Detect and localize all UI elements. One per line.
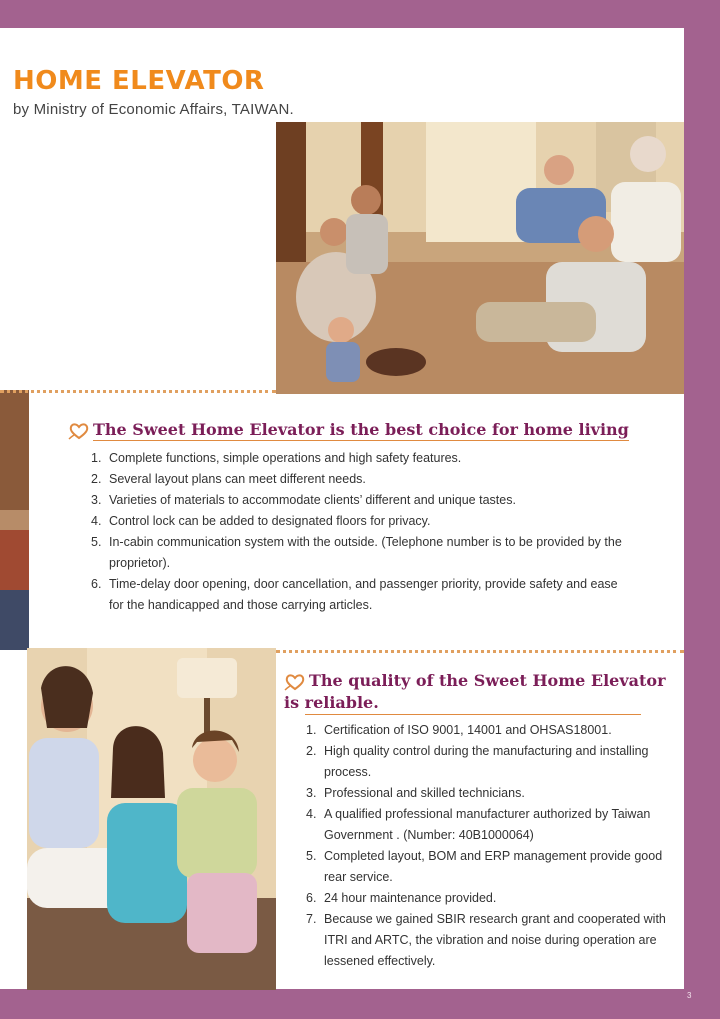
list-item xyxy=(91,532,631,574)
page-subtitle: by Ministry of Economic Affairs, TAIWAN. xyxy=(13,101,294,118)
section-heading-quality xyxy=(284,670,674,714)
heart-icon xyxy=(68,422,90,440)
list-number: 3. xyxy=(91,493,102,507)
list-text: In-cabin communication system with the outside. (Telephone number is to be provided by the proprietor). xyxy=(109,535,622,570)
list-number: 4. xyxy=(91,514,102,528)
list-item xyxy=(91,469,631,490)
list-item xyxy=(306,783,666,804)
list-number: 6. xyxy=(306,891,317,905)
list-number: 4. xyxy=(306,807,317,821)
list-text: High quality control during the manufacturing and installing process. xyxy=(324,744,649,779)
list-item xyxy=(306,804,666,846)
list-item xyxy=(91,448,631,469)
list-item xyxy=(306,741,666,783)
list-text: Professional and skilled technicians. xyxy=(324,786,525,800)
list-number: 1. xyxy=(306,723,317,737)
list-text: Time-delay door opening, door cancellation, and passenger priority, provide safety and ease for the handicapped and those carrying articles. xyxy=(109,577,618,612)
list-text: Certification of ISO 9001, 14001 and OHSAS18001. xyxy=(324,723,612,737)
list-number: 7. xyxy=(306,912,317,926)
list-number: 5. xyxy=(306,849,317,863)
list-text: Varieties of materials to accommodate clients’ different and unique tastes. xyxy=(109,493,516,507)
quality-list xyxy=(306,720,666,972)
list-item xyxy=(91,574,631,616)
list-text: Complete functions, simple operations and high safety features. xyxy=(109,451,462,465)
section-heading-text: The quality of the Sweet Home Elevator is reliable. xyxy=(284,671,666,712)
section-heading-text: The Sweet Home Elevator is the best choice for home living xyxy=(93,420,629,439)
family-living-room-photo xyxy=(276,122,684,394)
list-text: Because we gained SBIR research grant and cooperated with ITRI and ARTC, the vibration and noise during operation are lessened effectively. xyxy=(324,912,666,968)
list-item xyxy=(306,846,666,888)
heart-icon xyxy=(284,673,306,691)
dotted-divider xyxy=(0,390,276,393)
list-item xyxy=(306,720,666,741)
features-list xyxy=(91,448,631,616)
list-text: Control lock can be added to designated floors for privacy. xyxy=(109,514,431,528)
heading-underline xyxy=(305,714,641,715)
page-title: HOME ELEVATOR xyxy=(13,66,265,96)
list-item xyxy=(91,511,631,532)
list-item xyxy=(306,888,666,909)
mother-children-photo xyxy=(27,648,276,990)
list-number: 3. xyxy=(306,786,317,800)
list-item xyxy=(91,490,631,511)
list-text: Several layout plans can meet different needs. xyxy=(109,472,366,486)
left-edge-photo-strip xyxy=(0,390,29,650)
list-number: 2. xyxy=(91,472,102,486)
list-text: 24 hour maintenance provided. xyxy=(324,891,497,905)
dotted-divider xyxy=(276,650,684,653)
list-number: 6. xyxy=(91,577,102,591)
list-number: 1. xyxy=(91,451,102,465)
list-text: A qualified professional manufacturer authorized by Taiwan Government . (Number: 40B1000064) xyxy=(324,807,651,842)
list-number: 5. xyxy=(91,535,102,549)
list-text: Completed layout, BOM and ERP management provide good rear service. xyxy=(324,849,663,884)
section-heading-best-choice xyxy=(68,419,638,441)
list-number: 2. xyxy=(306,744,317,758)
page-number: 3 xyxy=(687,991,692,1000)
list-item xyxy=(306,909,666,972)
